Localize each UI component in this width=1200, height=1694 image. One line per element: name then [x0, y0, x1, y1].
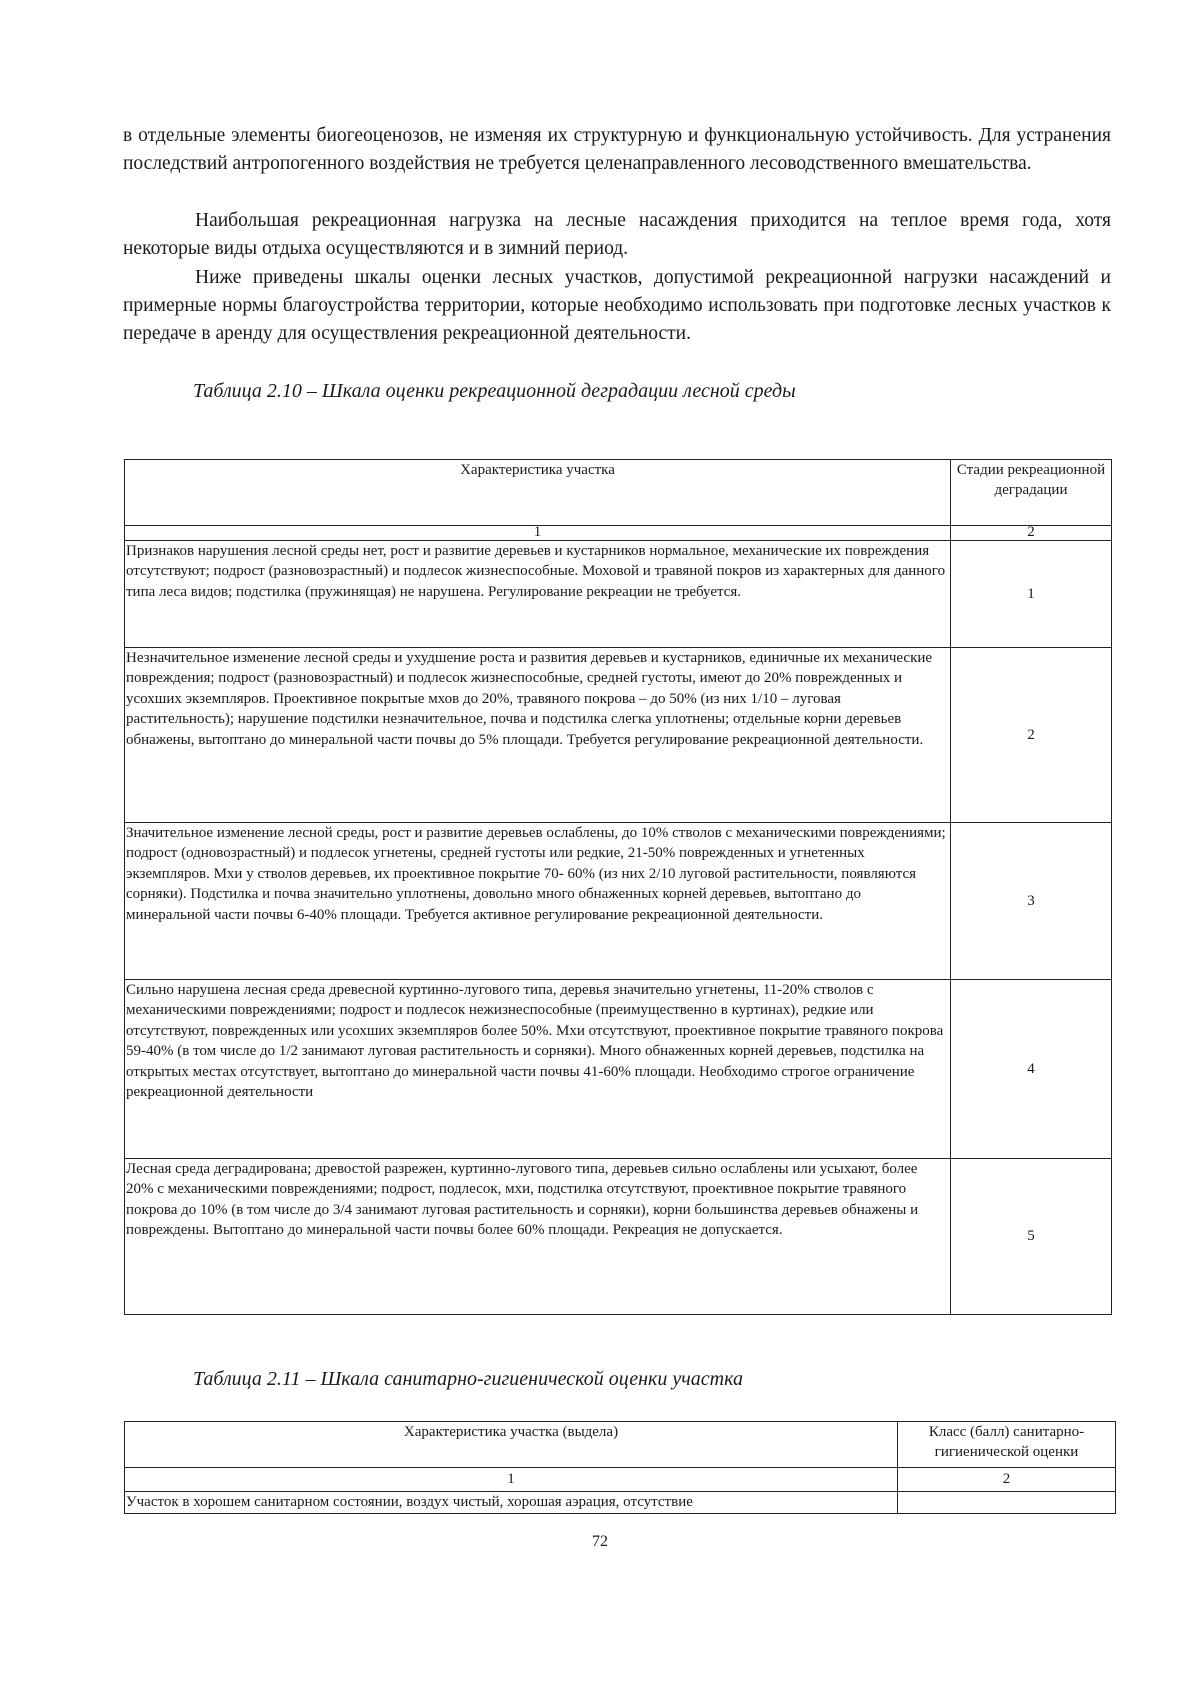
table-row: [125, 980, 1112, 1159]
column-number-row: [125, 1468, 1116, 1492]
paragraph-intro-3: Ниже приведены шкалы оценки лесных участков, допустимой рекреационной нагрузки насаждений и примерные нормы благоустройства территории, которые необходимо использовать при подготовке лесных участков к передаче в аренду для осуществления рекреационной деятельности.: [123, 267, 1111, 344]
column-header-characteristic: Характеристика участка (выдела): [125, 1422, 898, 1468]
table-header-row: [125, 460, 1112, 526]
table-header-row: [125, 1422, 1116, 1468]
row-characteristic: Сильно нарушена лесная среда древесной куртинно-лугового типа, деревья значительно угнетены, 11-20% стволов с механическими повреждениями; подрост и подлесок нежизнеспособные (преимущественно в куртинах), редкие или отсутствуют, поврежденных или усохших экземпляров более 50%. Мхи отсутствуют, проективное покрытие травяного покрова 59-40% (в том числе до 1/2 занимают луговая растительность и сорняки). Много обнаженных корней деревьев, подстилка на открытых местах отсутствует, вытоптано до минеральной части почвы 41-60% площади. Необходимо строгое ограничение рекреационной деятельности: [125, 980, 951, 1159]
table-2-10-caption: Таблица 2.10 – Шкала оценки рекреационной деградации лесной среды: [193, 380, 796, 402]
column-number-2: 2: [951, 526, 1112, 541]
column-number-2: 2: [898, 1468, 1116, 1492]
paragraph-intro-1: в отдельные элементы биогеоценозов, не изменяя их структурную и функциональную устойчивость. Для устранения последствий антропогенного воздействия не требуется целенаправленного лесоводственного вмешательства.: [123, 125, 1111, 174]
row-stage: 2: [951, 648, 1112, 823]
column-number-row: [125, 526, 1112, 541]
table-2-11-caption: Таблица 2.11 – Шкала санитарно-гигиенической оценки участка: [193, 1368, 743, 1390]
row-stage: 4: [951, 980, 1112, 1159]
row-characteristic: Лесная среда деградирована; древостой разрежен, куртинно-лугового типа, деревьев сильно ослаблены или усыхают, более 20% с механическими повреждениями; подрост, подлесок, мхи, подстилка отсутствуют, проективное покрытие травяного покрова до 10% (в том числе до 3/4 занимают луговая растительность и сорняки), корни большинства деревьев обнажены и повреждены. Вытоптано до минеральной части почвы более 60% площади. Рекреация не допускается.: [125, 1159, 951, 1315]
table-2-11: [124, 1421, 1116, 1514]
table-2-10: [124, 459, 1112, 1315]
column-number-1: 1: [125, 526, 951, 541]
table-row: [125, 1492, 1116, 1514]
column-header-class: Класс (балл) санитарно-гигиенической оценки: [898, 1422, 1116, 1468]
page-number: 72: [592, 1533, 608, 1550]
row-stage: 5: [951, 1159, 1112, 1315]
table-row: [125, 1159, 1112, 1315]
row-class: [898, 1492, 1116, 1514]
column-number-1: 1: [125, 1468, 898, 1492]
row-characteristic: Участок в хорошем санитарном состоянии, воздух чистый, хорошая аэрация, отсутствие: [125, 1492, 898, 1514]
table-row: [125, 541, 1112, 648]
table-row: [125, 648, 1112, 823]
column-header-stage: Стадии рекреационной деградации: [951, 460, 1112, 526]
row-stage: 1: [951, 541, 1112, 648]
row-characteristic: Значительное изменение лесной среды, рост и развитие деревьев ослаблены, до 10% стволов с механическими повреждениями; подрост (одновозрастный) и подлесок угнетены, средней густоты или редкие, 21-50% поврежденных и угнетенных экземпляров. Мхи у стволов деревьев, их проективное покрытие 70- 60% (из них 2/10 луговой растительности, появляются сорняки). Подстилка и почва значительно уплотнены, довольно много обнаженных корней деревьев, вытоптано до минеральной части почвы 6-40% площади. Требуется активное регулирование рекреационной деятельности.: [125, 823, 951, 980]
column-header-characteristic: Характеристика участка: [125, 460, 951, 526]
row-stage: 3: [951, 823, 1112, 980]
row-characteristic: Признаков нарушения лесной среды нет, рост и развитие деревьев и кустарников нормальное, механические их повреждения отсутствуют; подрост (разновозрастный) и подлесок жизнеспособные. Моховой и травяной покров из характерных для данного типа леса видов; подстилка (пружинящая) не нарушена. Регулирование рекреации не требуется.: [125, 541, 951, 648]
table-row: [125, 823, 1112, 980]
paragraph-intro-2: Наибольшая рекреационная нагрузка на лесные насаждения приходится на теплое время года, хотя некоторые виды отдыха осуществляются и в зимний период.: [123, 210, 1111, 259]
row-characteristic: Незначительное изменение лесной среды и ухудшение роста и развития деревьев и кустарников, единичные их механические повреждения; подрост (разновозрастный) и подлесок жизнеспособные, средней густоты, имеют до 20% поврежденных и усохших экземпляров. Проективное покрытые мхов до 20%, травяного покрова – до 50% (из них 1/10 – луговая растительность); нарушение подстилки незначительное, почва и подстилка слегка уплотнены; отдельные корни деревьев обнажены, вытоптано до минеральной части почвы до 5% площади. Требуется регулирование рекреационной деятельности.: [125, 648, 951, 823]
